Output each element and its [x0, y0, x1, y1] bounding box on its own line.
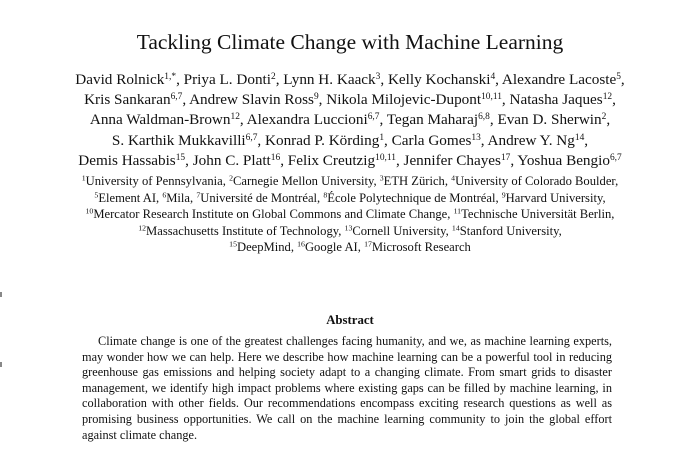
- affiliation-name: Mercator Research Institute on Global Commons and Climate Change: [93, 207, 448, 221]
- author-affiliation-marker: 1,*: [164, 71, 177, 82]
- author-name: Konrad P. Körding: [265, 131, 380, 149]
- affiliation-list: [40, 173, 660, 256]
- author-affiliation-marker: 9: [313, 92, 319, 103]
- affiliation-line: $^5$Element AI, $^6$Mila, $^7$Université de Montréal, $^8$École Polytechnique de Montréal, $^9$Harvard University,: [94, 190, 606, 205]
- affiliation-marker: 9: [501, 190, 506, 200]
- author-name: Priya L. Donti: [183, 71, 271, 88]
- author-name: S. Karthik Mukkavilli: [111, 131, 246, 149]
- affiliation-name: Massachusetts Institute of Technology: [146, 223, 339, 238]
- author-name: David Rolnick: [75, 71, 165, 88]
- paper-title: Tackling Climate Change with Machine Learning: [136, 30, 564, 54]
- affiliation-name: University of Colorado Boulder: [455, 174, 616, 188]
- author-affiliation-marker: 12: [230, 112, 240, 123]
- affiliation-marker: 8: [323, 190, 328, 200]
- affiliation-marker: 14: [451, 223, 460, 233]
- affiliation-marker: 10: [85, 206, 94, 216]
- margin-mark: [0, 292, 2, 297]
- affiliation-marker: 4: [451, 173, 456, 183]
- author-name: Jennifer Chayes: [403, 151, 501, 169]
- author-name: Anna Waldman-Brown: [89, 111, 231, 129]
- margin-mark: [0, 362, 2, 367]
- affiliation-name: École Polytechnique de Montréal: [327, 190, 496, 205]
- affiliation-marker: 7: [196, 190, 201, 200]
- affiliation-name: ETH Zürich: [383, 174, 445, 188]
- affiliation-name: Google AI: [304, 240, 358, 254]
- author-affiliation-marker: 3: [375, 71, 381, 82]
- abstract-body: Climate change is one of the greatest challenges facing humanity, and we, as machine learning experts, may wonder how we can help. Here we describe how machine learning can be a powerful tool in reducing greenhouse gas emissions and helping society adapt to a changing climate. From smart grids to disaster management, we identify high impact problems where existing gaps can be filled by machine learning, in collaboration with other fields. Our recommendations encompass exciting research questions as well as promising business opportunities. We call on the machine learning community to join the global effort against climate change.: [82, 334, 612, 442]
- affiliation-marker: 5: [94, 190, 99, 200]
- affiliation-name: Microsoft Research: [371, 240, 471, 254]
- affiliation-line: $^{10}$Mercator Research Institute on Global Commons and Climate Change, $^{11}$Technische Universität Berlin,: [85, 206, 615, 221]
- author-affiliation-marker: 2: [601, 112, 607, 123]
- affiliation-name: University of Pennsylvania: [85, 174, 223, 188]
- author-affiliation-marker: 6,8: [478, 112, 490, 123]
- author-name: Andrew Slavin Ross: [189, 91, 314, 109]
- affiliation-name: Carnegie Mellon University: [232, 174, 374, 188]
- affiliation-line: $^{12}$Massachusetts Institute of Technology, $^{13}$Cornell University, $^{14}$Stanford University,: [138, 223, 562, 238]
- author-name: Tegan Maharaj: [386, 111, 479, 129]
- author-affiliation-marker: 6,7: [170, 92, 183, 103]
- author-affiliation-marker: 6,7: [367, 112, 380, 123]
- author-name: Felix Creutzig: [287, 151, 376, 169]
- author-affiliation-marker: 6,7: [609, 152, 622, 163]
- author-affiliation-marker: 12: [602, 92, 613, 103]
- author-name: Yoshua Bengio: [517, 151, 610, 169]
- affiliation-marker: 1: [81, 173, 86, 183]
- author-affiliation-marker: 17: [500, 152, 511, 163]
- author-name: Kris Sankaran: [84, 91, 171, 109]
- author-name: Kelly Kochanski: [387, 71, 491, 88]
- author-line: Anna Waldman-Brown$^{12}$, Alexandra Luccioni$^{6,7}$, Tegan Maharaj$^{6,8}$, Evan D. Sherwin$^2$,: [89, 111, 611, 129]
- abstract-heading: Abstract: [326, 313, 374, 327]
- author-line: S. Karthik Mukkavilli$^{6,7}$, Konrad P. Körding$^1$, Carla Gomes$^{13}$, Andrew Y. Ng$^{14}$,: [111, 131, 589, 149]
- author-name: Alexandre Lacoste: [501, 71, 617, 88]
- affiliation-marker: 15: [229, 239, 237, 249]
- author-name: Natasha Jaques: [509, 91, 603, 109]
- affiliation-line: $^1$University of Pennsylvania, $^2$Carnegie Mellon University, $^3$ETH Zürich, $^4$University of Colorado Boulder,: [81, 173, 619, 188]
- affiliation-marker: 11: [453, 206, 462, 216]
- author-name: John C. Platt: [192, 151, 271, 169]
- author-line: David Rolnick$^{1,*}$, Priya L. Donti$^2$, Lynn H. Kaack$^3$, Kelly Kochanski$^4$, Alexandre Lacoste$^5$,: [75, 71, 625, 88]
- author-name: Lynn H. Kaack: [283, 71, 376, 88]
- affiliation-marker: 2: [229, 173, 233, 183]
- affiliation-marker: 3: [379, 173, 384, 183]
- affiliation-line: $^{15}$DeepMind, $^{16}$Google AI, $^{17}$Microsoft Research: [229, 239, 471, 254]
- affiliation-marker: 12: [138, 223, 147, 233]
- affiliation-marker: 16: [297, 239, 305, 249]
- author-affiliation-marker: 10,11: [375, 152, 396, 163]
- author-affiliation-marker: 2: [270, 71, 276, 82]
- affiliation-name: Cornell University: [352, 223, 446, 238]
- author-name: Carla Gomes: [391, 131, 472, 149]
- affiliation-name: DeepMind: [236, 240, 291, 254]
- affiliation-name: Technische Universität Berlin: [461, 207, 612, 221]
- affiliation-name: Mila: [166, 190, 191, 205]
- affiliation-marker: 13: [344, 223, 353, 233]
- author-name: Nikola Milojevic-Dupont: [326, 91, 482, 109]
- author-affiliation-marker: 10,11: [481, 92, 502, 103]
- author-name: Evan D. Sherwin: [497, 111, 602, 129]
- author-affiliation-marker: 6,7: [245, 132, 258, 143]
- author-list: [40, 70, 660, 171]
- affiliation-marker: 17: [364, 239, 372, 249]
- author-affiliation-marker: 5: [616, 71, 621, 82]
- affiliation-name: Element AI: [98, 190, 157, 205]
- affiliation-name: Université de Montréal: [200, 190, 318, 205]
- author-affiliation-marker: 15: [175, 152, 186, 163]
- author-name: Alexandra Luccioni: [246, 111, 368, 129]
- author-affiliation-marker: 4: [490, 71, 496, 82]
- affiliation-name: Stanford University: [459, 223, 559, 238]
- author-affiliation-marker: 14: [574, 132, 585, 143]
- author-affiliation-marker: 13: [471, 132, 481, 143]
- affiliation-name: Harvard University: [505, 190, 603, 205]
- author-name: Demis Hassabis: [78, 151, 176, 169]
- author-name: Andrew Y. Ng: [487, 131, 575, 149]
- author-affiliation-marker: 16: [270, 152, 281, 163]
- author-line: Kris Sankaran$^{6,7}$, Andrew Slavin Ross$^9$, Nikola Milojevic-Dupont$^{10,11}$, Natasha Jaques$^{12}$,: [84, 91, 616, 109]
- author-affiliation-marker: 1: [379, 132, 385, 143]
- affiliation-marker: 6: [162, 190, 167, 200]
- author-line: Demis Hassabis$^{15}$, John C. Platt$^{16}$, Felix Creutzig$^{10,11}$, Jennifer Chayes$^{17}$, Yoshua Bengio$^{6,7}$: [78, 151, 622, 169]
